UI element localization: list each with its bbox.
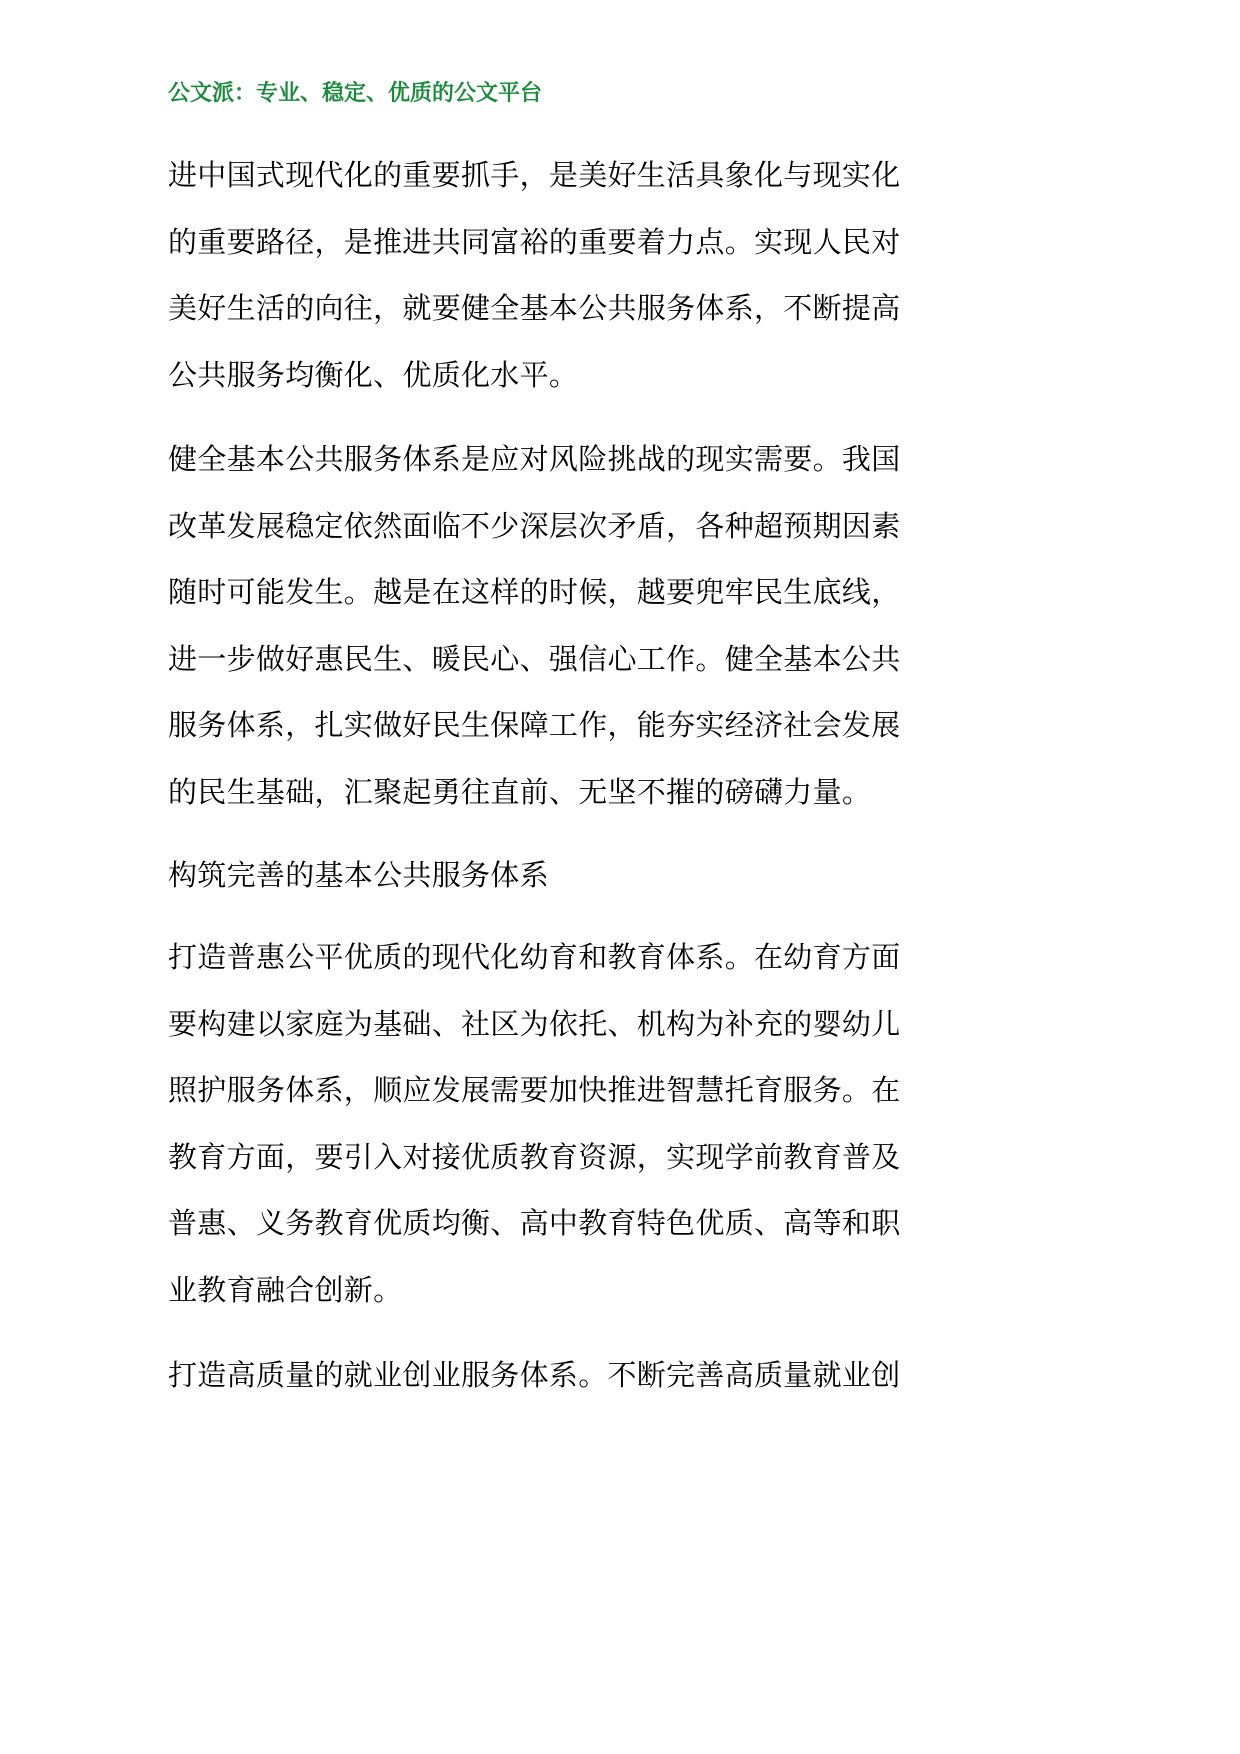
paragraph-line: 服务体系，扎实做好民生保障工作，能夯实经济社会发展 (168, 708, 901, 742)
paragraph-line: 要构建以家庭为基础、社区为依托、机构为补充的婴幼儿 (168, 1006, 901, 1041)
paragraph-line: 随时可能发生。越是在这样的时候，越要兜牢民生底线， (168, 575, 901, 609)
section-heading-text: 构筑完善的基本公共服务体系 (168, 858, 549, 892)
paragraph-line: 照护服务体系，顺应发展需要加快推进智慧托育服务。在 (168, 1073, 901, 1107)
paragraph-line: 公共服务均衡化、优质化水平。 (168, 357, 579, 392)
paragraph-line: 的民生基础，汇聚起勇往直前、无坚不摧的磅礴力量。 (168, 774, 872, 809)
paragraph-1 (168, 142, 944, 408)
paragraph-4 (168, 1342, 944, 1409)
paragraph-line: 美好生活的向往，就要健全基本公共服务体系，不断提高 (168, 291, 901, 325)
section-heading (168, 842, 944, 909)
paragraph-2 (168, 426, 944, 825)
paragraph-3 (168, 924, 944, 1323)
page-header: 公文派：专业、稳定、优质的公文平台 (168, 81, 543, 106)
paragraph-line: 打造普惠公平优质的现代化幼育和教育体系。在幼育方面 (168, 940, 901, 974)
paragraph-line: 健全基本公共服务体系是应对风险挑战的现实需要。我国 (168, 442, 901, 476)
paragraph-line: 进一步做好惠民生、暖民心、强信心工作。健全基本公共 (168, 641, 901, 676)
paragraph-line: 教育方面，要引入对接优质教育资源，实现学前教育普及 (168, 1139, 901, 1174)
paragraph-line: 的重要路径，是推进共同富裕的重要着力点。实现人民对 (168, 224, 901, 259)
paragraph-line: 打造高质量的就业创业服务体系。不断完善高质量就业创 (168, 1358, 901, 1392)
paragraph-line: 业教育融合创新。 (168, 1272, 403, 1307)
paragraph-line: 进中国式现代化的重要抓手，是美好生活具象化与现实化 (168, 158, 901, 192)
paragraph-line: 普惠、义务教育优质均衡、高中教育特色优质、高等和职 (168, 1206, 901, 1240)
paragraph-line: 改革发展稳定依然面临不少深层次矛盾，各种超预期因素 (168, 508, 901, 543)
